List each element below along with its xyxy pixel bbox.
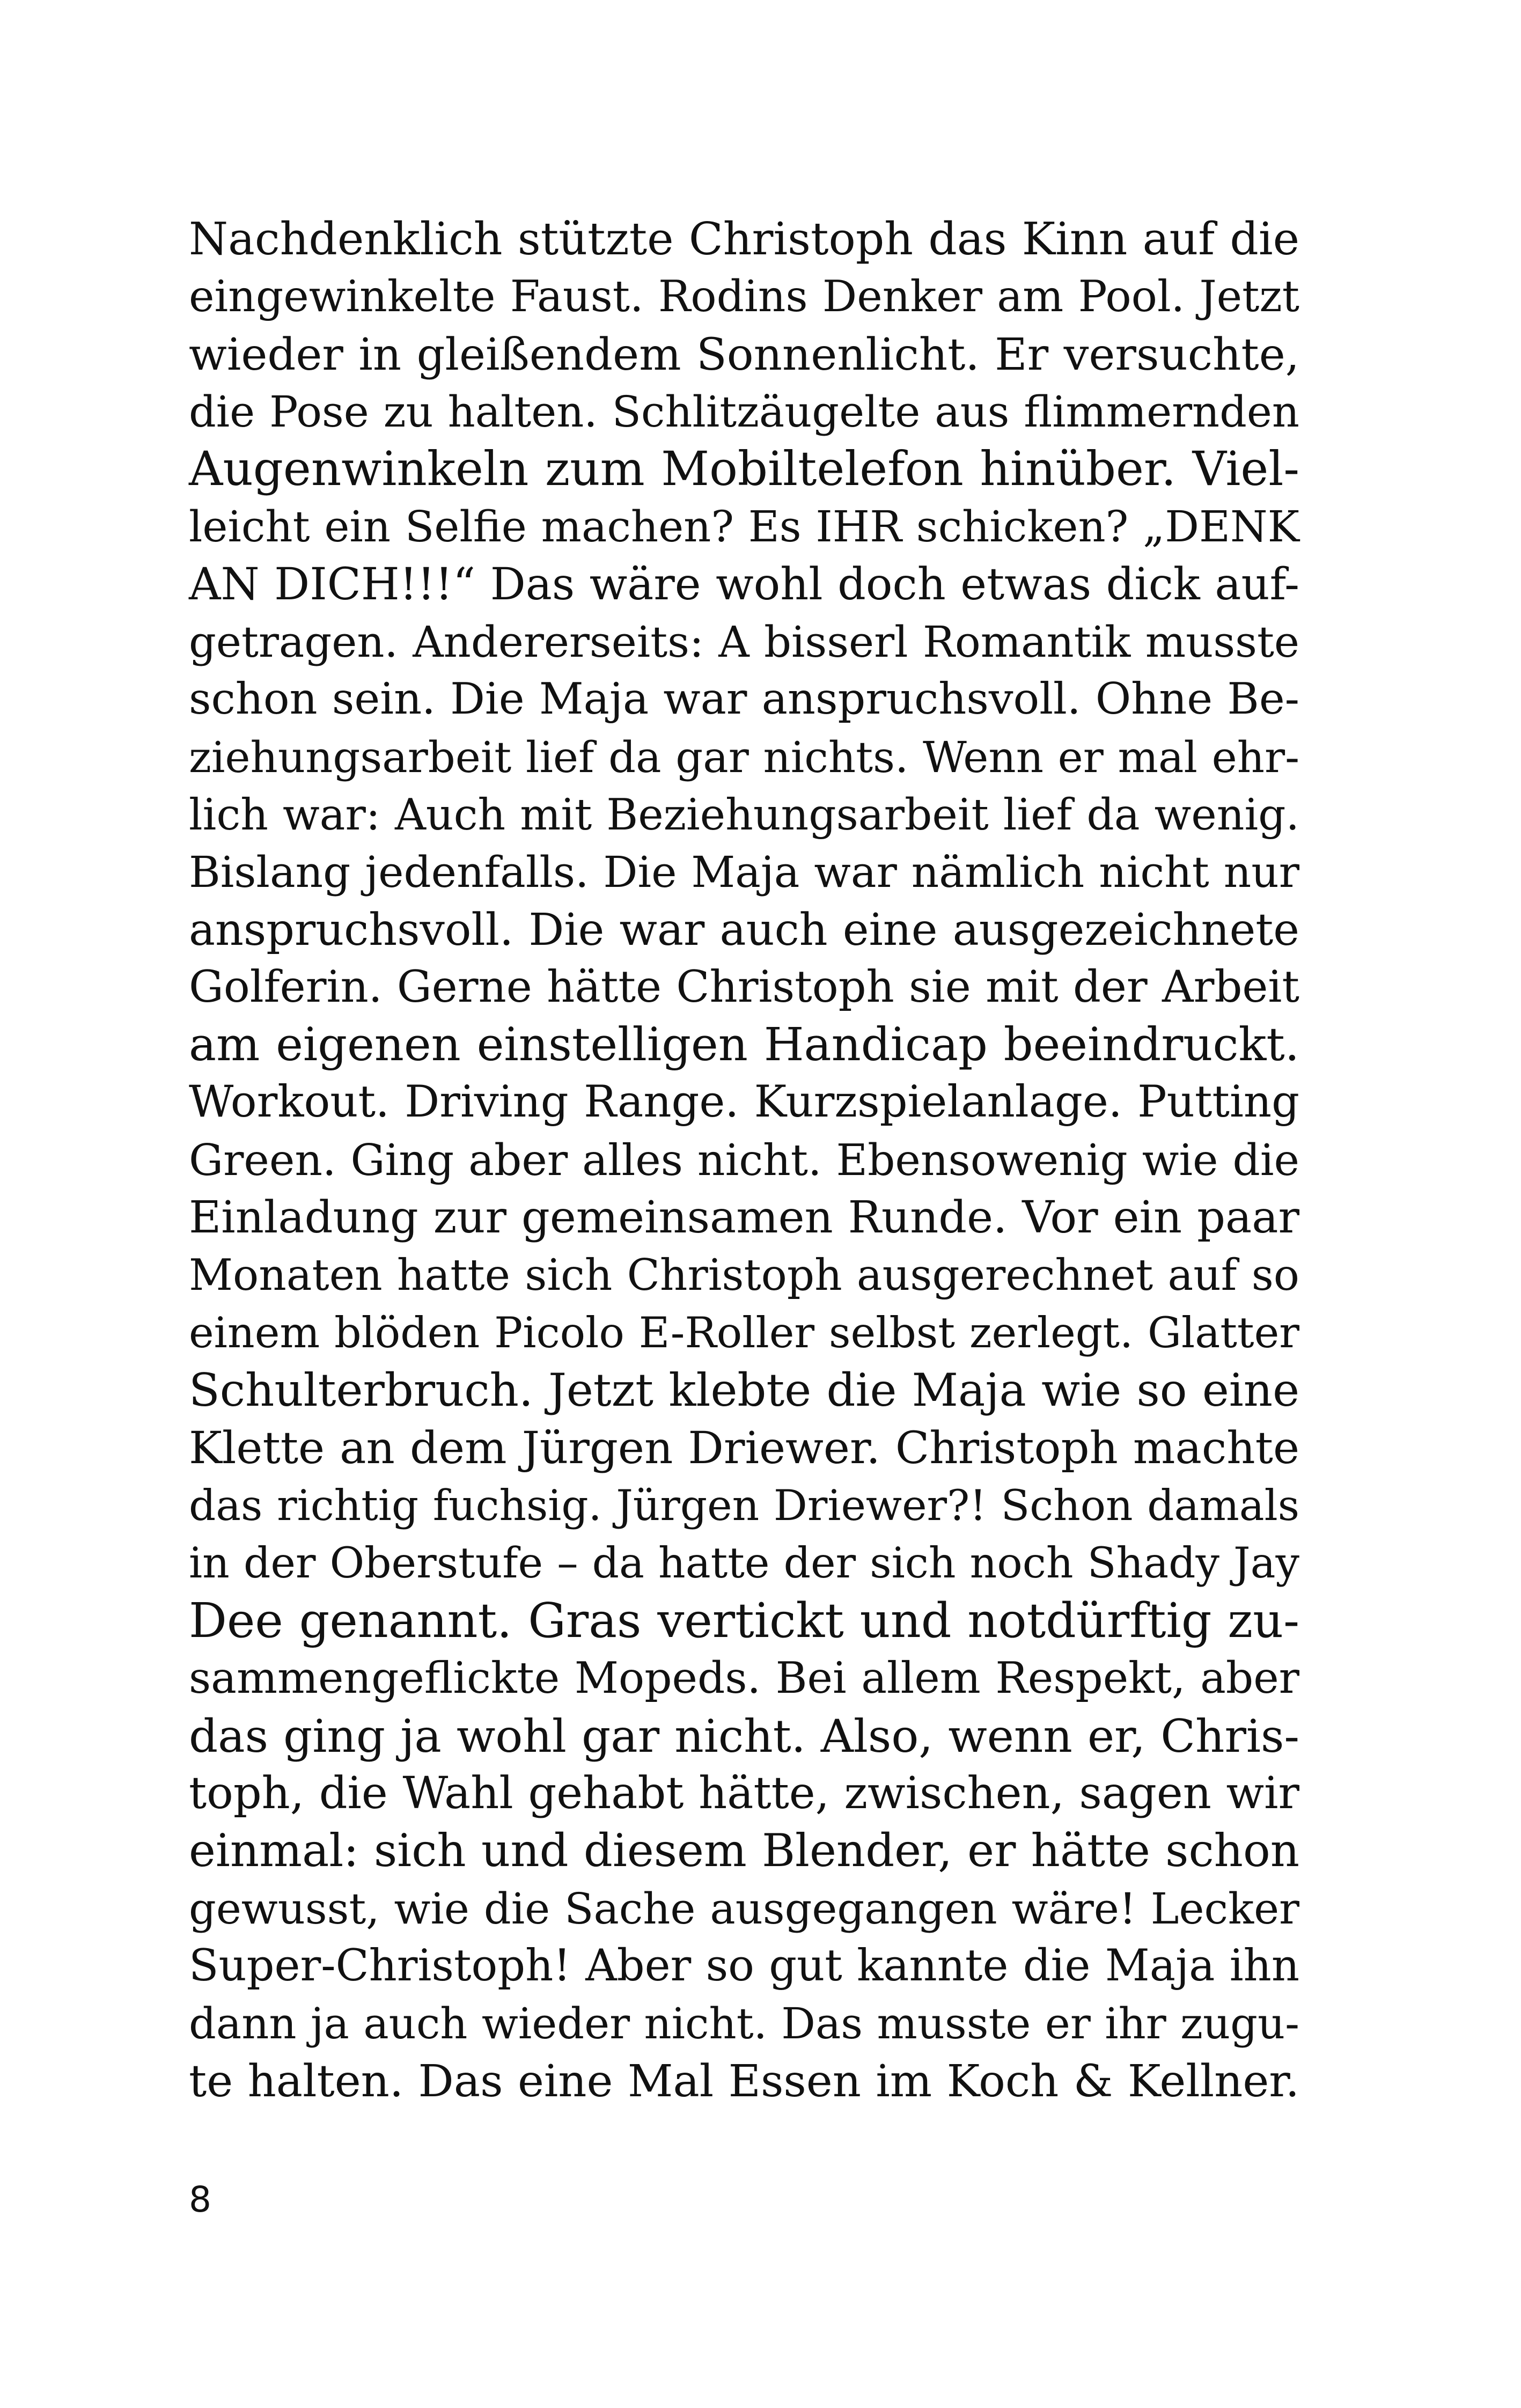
- text-line: Nachdenklich stützte Christoph das Kinn auf die: [189, 212, 1299, 265]
- text-line: eingewinkelte Faust. Rodins Denker am Pool. Jetzt: [189, 271, 1299, 322]
- text-line: Workout. Driving Range. Kurzspielanlage. Putting: [189, 1077, 1299, 1128]
- text-line: das ging ja wohl gar nicht. Also, wenn er, Chris-: [189, 1709, 1299, 1763]
- text-line: te halten. Das eine Mal Essen im Koch & Kellner.: [189, 2055, 1299, 2107]
- text-line: wieder in gleißendem Sonnenlicht. Er versuchte,: [189, 328, 1299, 380]
- text-line: Super-Christoph! Aber so gut kannte die Maja ihn: [189, 1940, 1299, 1991]
- text-line: das richtig fuchsig. Jürgen Driewer?! Schon damals: [189, 1480, 1299, 1530]
- text-line: einem blöden Picolo E-Roller selbst zerlegt. Glatter: [189, 1308, 1299, 1357]
- text-line: Dee genannt. Gras vertickt und notdürftig zu-: [189, 1593, 1299, 1649]
- text-line: getragen. Andererseits: A bisserl Romantik musste: [189, 617, 1299, 667]
- text-line: lich war: Auch mit Beziehungsarbeit lief da wenig.: [189, 789, 1299, 840]
- text-line: einmal: sich und diesem Blender, er hätte schon: [189, 1824, 1299, 1877]
- text-line: Augenwinkeln zum Mobiltelefon hinüber. Viel-: [189, 442, 1299, 497]
- text-line: ziehungsarbeit lief da gar nichts. Wenn er mal ehr-: [189, 732, 1299, 782]
- body-text: [189, 210, 1299, 2110]
- text-line: dann ja auch wieder nicht. Das musste er ihr zugu-: [189, 1999, 1299, 2049]
- text-line: am eigenen einstelligen Handicap beeindruckt.: [189, 1018, 1299, 1072]
- text-line: schon sein. Die Maja war anspruchsvoll. Ohne Be-: [189, 674, 1299, 725]
- text-line: Golferin. Gerne hätte Christoph sie mit der Arbeit: [189, 961, 1299, 1012]
- page-number: 8: [189, 2179, 211, 2220]
- text-line: Bislang jedenfalls. Die Maja war nämlich nicht nur: [189, 847, 1299, 898]
- text-line: AN DICH!!!“ Das wäre wohl doch etwas dick auf-: [189, 559, 1299, 610]
- text-line: Schulterbruch. Jetzt klebte die Maja wie so eine: [189, 1363, 1299, 1416]
- text-line: leicht ein Selfie machen? Es IHR schicken? „DENK: [189, 502, 1299, 552]
- text-line: Green. Ging aber alles nicht. Ebensowenig wie die: [189, 1135, 1299, 1185]
- text-line: anspruchsvoll. Die war auch eine ausgezeichnete: [189, 904, 1299, 956]
- text-line: toph, die Wahl gehabt hätte, zwischen, sagen wir: [189, 1767, 1299, 1819]
- text-line: sammengeflickte Mopeds. Bei allem Respekt, aber: [189, 1653, 1299, 1704]
- text-line: in der Oberstufe – da hatte der sich noch Shady Jay: [189, 1538, 1299, 1588]
- text-line: die Pose zu halten. Schlitzäugelte aus flimmernden: [189, 386, 1299, 437]
- text-line: Monaten hatte sich Christoph ausgerechnet auf so: [189, 1250, 1299, 1301]
- text-line: Einladung zur gemeinsamen Runde. Vor ein paar: [189, 1192, 1299, 1244]
- text-line: gewusst, wie die Sache ausgegangen wäre! Lecker: [189, 1883, 1299, 1934]
- text-line: Klette an dem Jürgen Driewer. Christoph machte: [189, 1422, 1299, 1474]
